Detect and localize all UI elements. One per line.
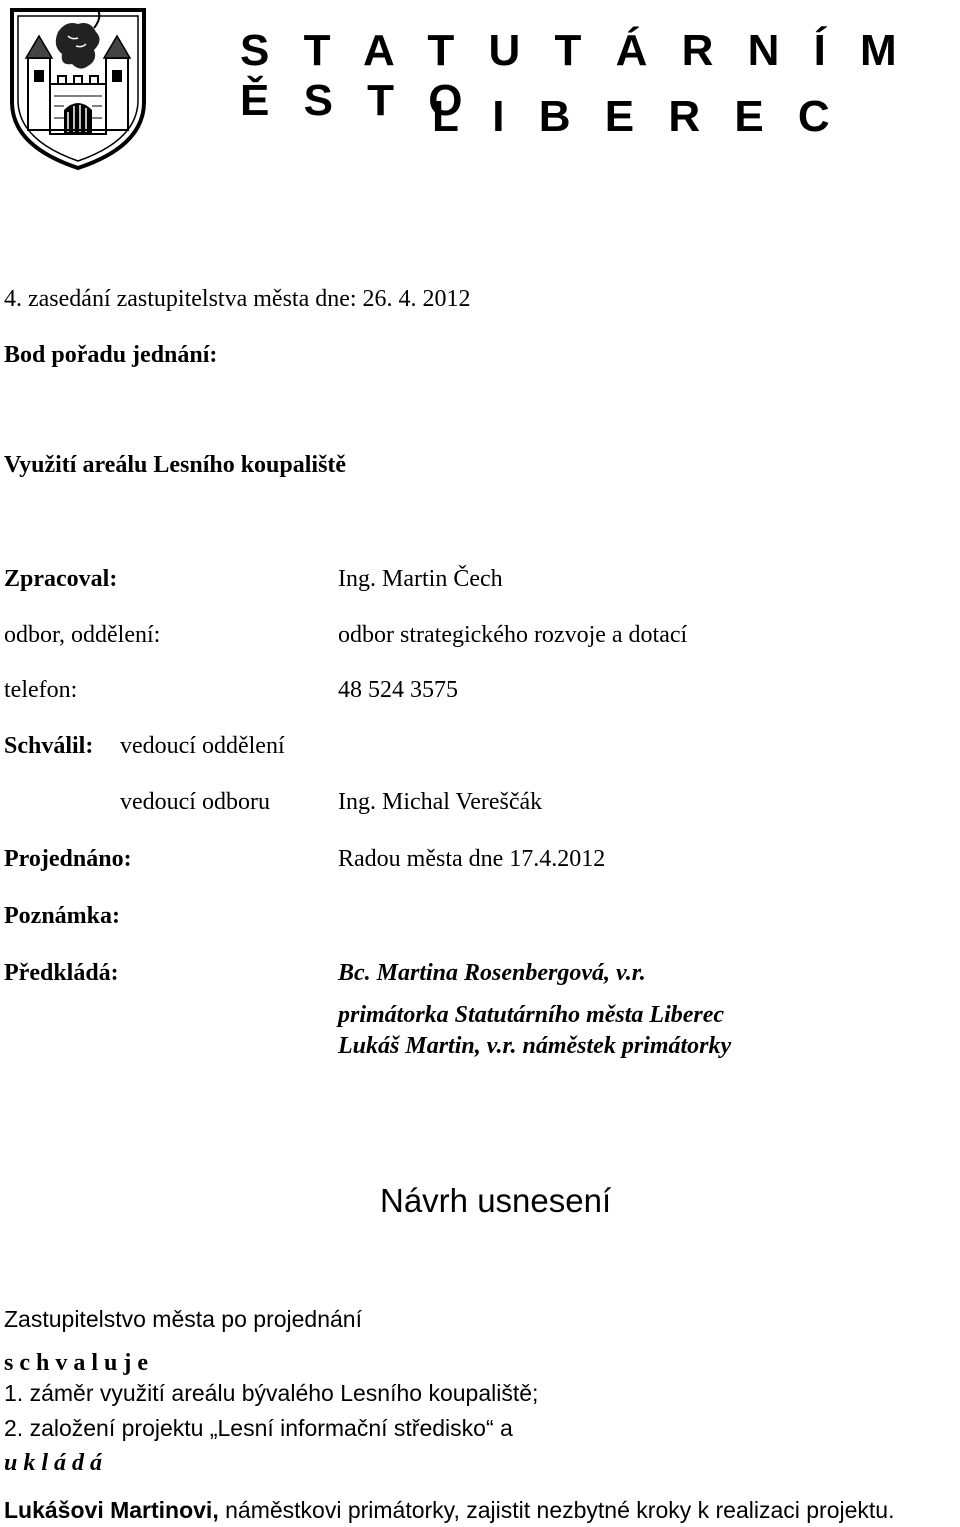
submits-label: Předkládá: — [4, 960, 119, 986]
city-title-line2: L I B E R E C — [432, 92, 841, 141]
agenda-label: Bod pořadu jednání: — [4, 342, 218, 368]
resolution-intro: Zastupitelstvo města po projednání — [4, 1306, 362, 1332]
agenda-title: Využití areálu Lesního koupaliště — [4, 452, 347, 478]
department-label: odbor, oddělení: — [4, 622, 161, 648]
liberec-coat-of-arms-icon — [8, 6, 148, 172]
phone-value: 48 524 3575 — [338, 677, 458, 703]
submitter-secondary: Lukáš Martin, v.r. náměstek primátorky — [338, 1033, 732, 1059]
resolution-heading: Návrh usnesení — [380, 1182, 612, 1219]
submitter-primary-role: primátorka Statutárního města Liberec — [338, 1002, 725, 1028]
approved-role-department: vedoucí odboru — [120, 789, 270, 815]
approved-label: Schválil: — [4, 733, 94, 759]
resolution-orders: u k l á d á — [4, 1450, 103, 1476]
note-label: Poznámka: — [4, 903, 120, 929]
phone-label: telefon: — [4, 677, 78, 703]
discussed-label: Projednáno: — [4, 846, 132, 872]
prepared-value: Ing. Martin Čech — [338, 566, 503, 592]
resolution-approves: s c h v a l u j e — [4, 1350, 148, 1376]
department-value: odbor strategického rozvoje a dotací — [338, 622, 688, 648]
city-title-line1: S T A T U T Á R N Í M Ě S T O — [240, 26, 908, 125]
approved-role-section: vedoucí oddělení — [120, 733, 285, 759]
approved-name: Ing. Michal Vereščák — [338, 789, 543, 815]
resolution-item-2: 2. založení projektu „Lesní informační středisko“ a — [4, 1415, 513, 1441]
submitter-primary: Bc. Martina Rosenbergová, v.r. — [338, 960, 646, 986]
resolution-final-line — [4, 1497, 894, 1524]
session-line: 4. zasedání zastupitelstva města dne: 26. 4. 2012 — [4, 286, 471, 312]
prepared-label: Zpracoval: — [4, 566, 118, 592]
final-text: náměstkovi primátorky, zajistit nezbytné kroky k realizaci projektu. — [218, 1497, 895, 1523]
final-name: Lukášovi Martinovi, — [4, 1497, 219, 1523]
resolution-item-1: 1. záměr využití areálu bývalého Lesního koupaliště; — [4, 1380, 539, 1406]
discussed-value: Radou města dne 17.4.2012 — [338, 846, 606, 872]
